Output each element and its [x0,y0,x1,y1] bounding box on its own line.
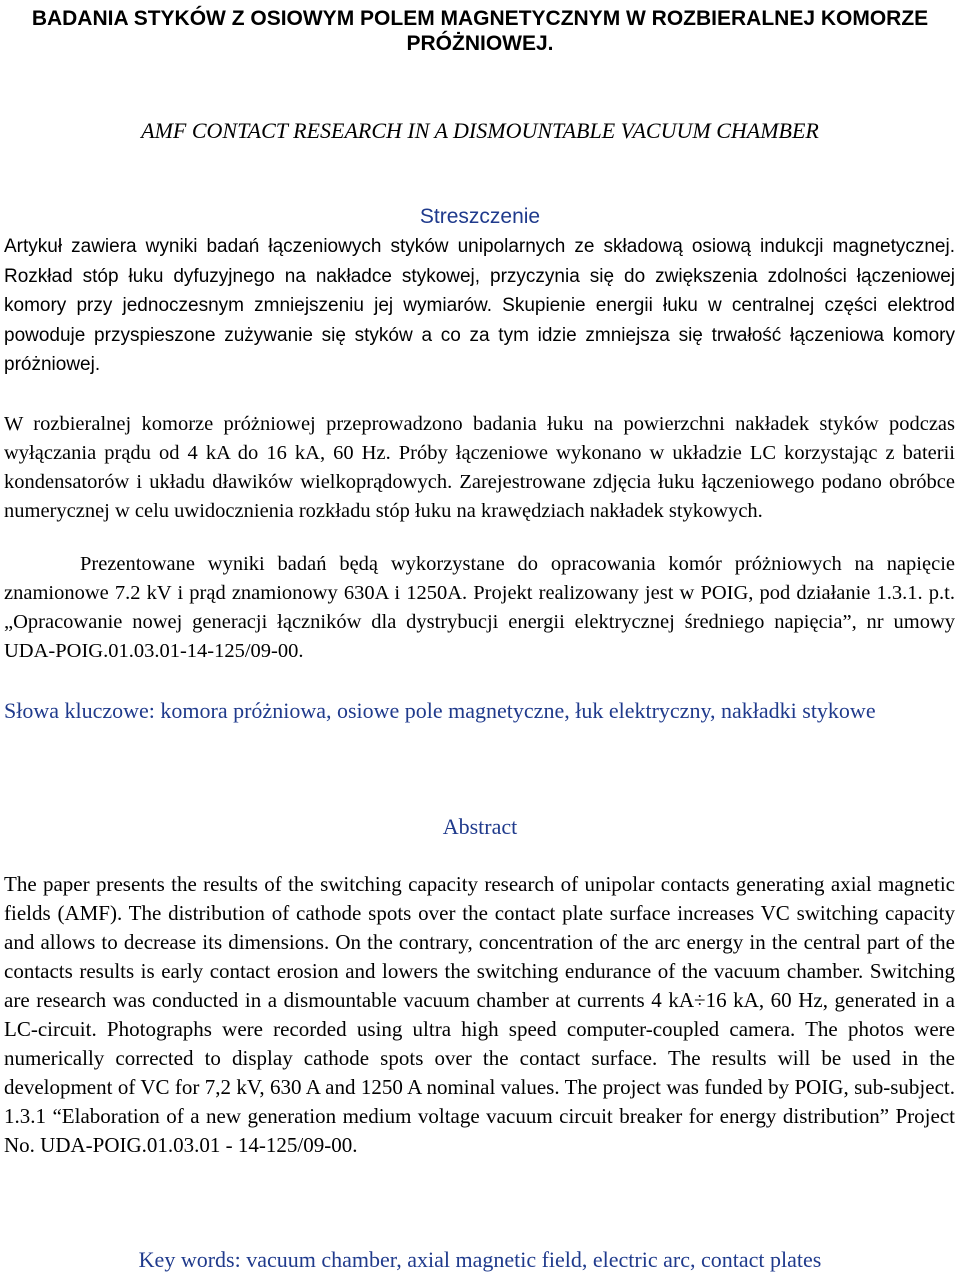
title-english: AMF CONTACT RESEARCH IN A DISMOUNTABLE VACUUM CHAMBER [141,118,819,143]
streszczenie-heading: Streszczenie [419,205,541,228]
streszczenie-paragraph-3: Prezentowane wyniki badań będą wykorzystane do opracowania komór próżniowych na napięcie znamionowe 7.2 kV i prąd znamionowy 630A i 1250A. Projekt realizowany jest w POIG, pod działanie 1.3.1. p.t. „Opracowanie nowej generacji łączników dla dystrybucji energii elektrycznej średniego napięcia”, nr umowy UDA-POIG.01.03.01-14-125/09-00. [4,553,955,662]
abstract-heading: Abstract [442,814,518,839]
key-words: Key words: vacuum chamber, axial magnetic field, electric arc, contact plates [138,1247,822,1272]
abstract-paragraph: The paper presents the results of the switching capacity research of unipolar contacts generating axial magnetic fields (AMF). The distribution of cathode spots over the contact plate surface increases VC switching capacity and allows to decrease its dimensions. On the contrary, concentration of the arc energy in the central part of the contacts results is early contact erosion and lowers the switching endurance of the vacuum chamber. Switching are research was conducted in a dismountable vacuum chamber at currents 4 kA÷16 kA, 60 Hz, generated in a LC-circuit. Photographs were recorded using ultra high speed computer-coupled camera. The photos were numerically corrected to display cathode spots over the contact surface. The results will be used in the development of VC for 7,2 kV, 630 A and 1250 A nominal values. The project was funded by POIG, sub-subject. 1.3.1 “Elaboration of a new generation medium voltage vacuum circuit breaker for energy distribution” Project No. UDA-POIG.01.03.01 - 14-125/09-00. [4,872,955,1157]
streszczenie-paragraph-1: Artykuł zawiera wyniki badań łączeniowych styków unipolarnych ze składową osiową indukcji magnetycznej. Rozkład stóp łuku dyfuzyjnego na nakładce stykowej, przyczynia się do zwiększenia zdolności łączeniowej komory przy jednoczesnym zmniejszeniu jej wymiarów. Skupienie energii łuku w centralnej części elektrod powoduje przyspieszone zużywanie się styków a co za tym idzie zmniejsza się trwałość łączeniowa komory próżniowej. [4,236,955,375]
streszczenie-paragraph-2: W rozbieralnej komorze próżniowej przeprowadzono badania łuku na powierzchni nakładek styków podczas wyłączania prądu od 4 kA do 16 kA, 60 Hz. Próby łączeniowe wykonano w układzie LC korzystając z baterii kondensatorów i układu dławików wielkoprądowych. Zarejestrowane zdjęcia łuku łączeniowego podano obróbce numerycznej w celu uwidocznienia rozkładu stóp łuku na krawędziach nakładek stykowych. [4,413,955,522]
slowa-kluczowe: Słowa kluczowe: komora próżniowa, osiowe pole magnetyczne, łuk elektryczny, nakładki stykowe [4,698,876,723]
title-polish: BADANIA STYKÓW Z OSIOWYM POLEM MAGNETYCZNYM W ROZBIERALNEJ KOMORZE PRÓŻNIOWEJ. [31,7,929,55]
